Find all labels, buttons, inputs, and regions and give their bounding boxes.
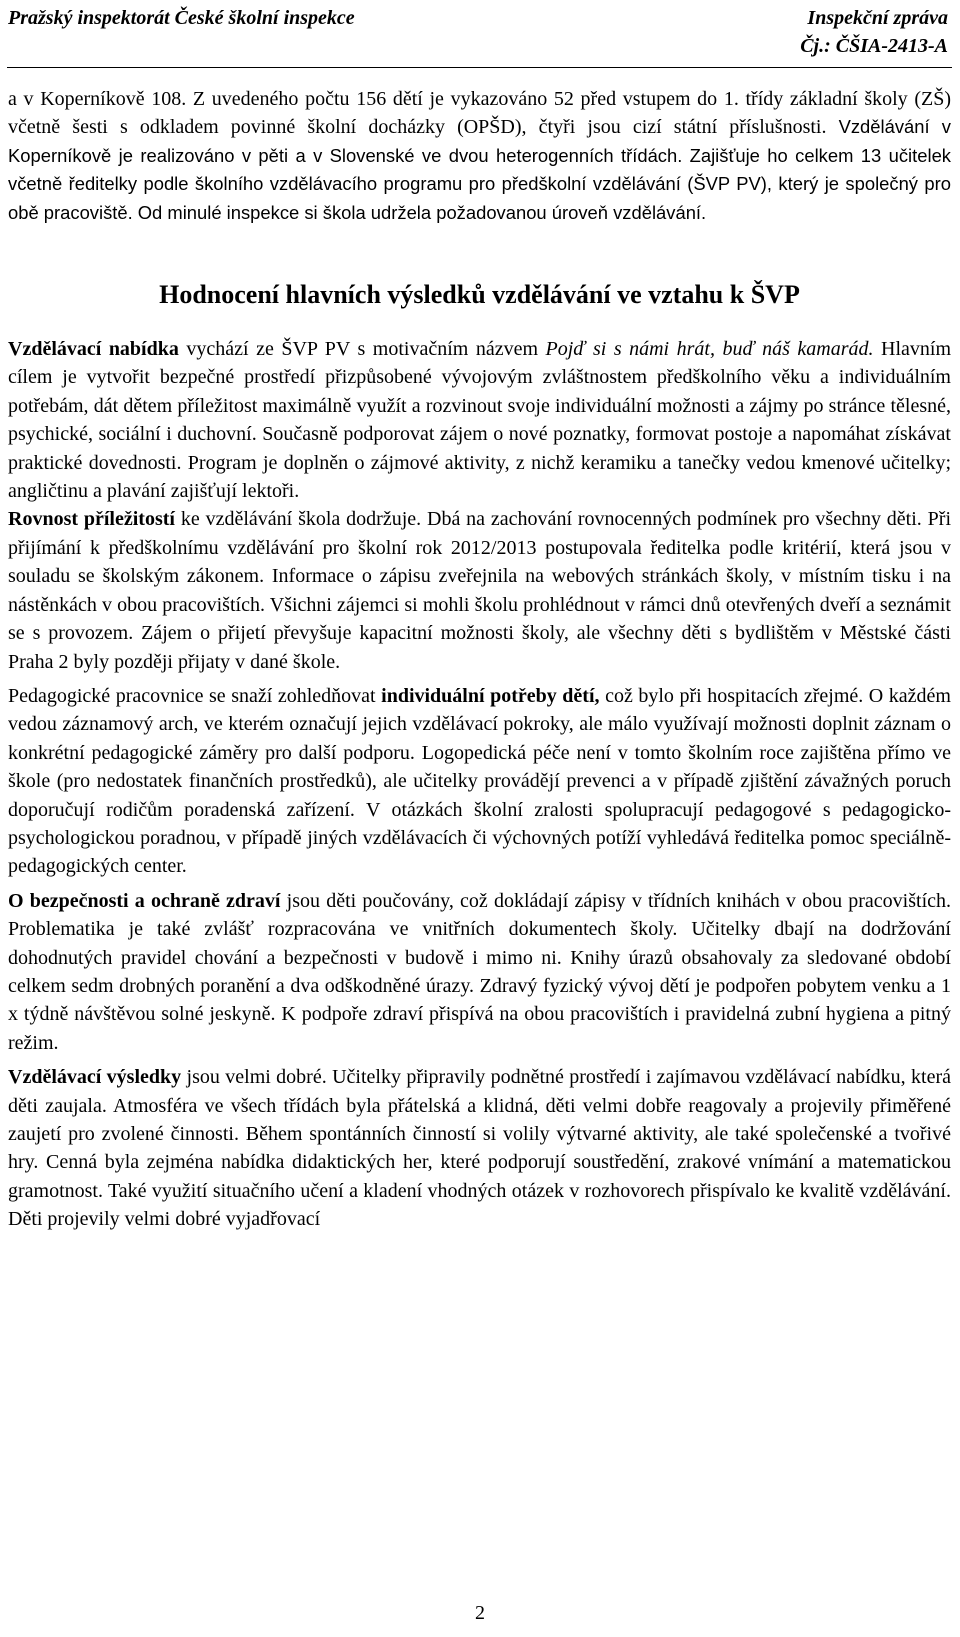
paragraph-text: Pedagogické pracovnice se snaží zohledňovat bbox=[8, 684, 376, 707]
intro-paragraph bbox=[8, 85, 951, 227]
section-heading: Hodnocení hlavních výsledků vzdělávání ve vztahu k ŠVP bbox=[159, 280, 800, 310]
paragraph-equal-opportunity bbox=[8, 505, 951, 675]
paragraph-safety-health bbox=[8, 887, 951, 1057]
term-individual-needs: individuální potřeby dětí, bbox=[381, 684, 600, 707]
intro-sentence-2: Vzdělávání v Koperníkově je realizováno v pěti a v Slovenské ve dvou heterogenních třídách. bbox=[8, 116, 951, 166]
paragraph-text: jsou velmi dobré. Učitelky připravily podnětné prostředí i zajímavou vzdělávací nabídku, která děti zaujala. Atmosféra ve všech třídách byla přátelská a klidná, děti velmi dobře reagovaly a projevily přiměřené zaujetí pro zvolené činnosti. Během spontánních činností si volily výtvarné aktivity, ale také společenské a tvořivé hry. Cenná byla zejména nabídka didaktických her, které podporují soustředění, zrakové vnímání a matematickou gramotnost. Také využití situačního učení a kladení vhodných otázek v rozhovorech přispívalo ke kvalitě vzdělávání. Děti projevily velmi dobré vyjadřovací bbox=[8, 1066, 952, 1231]
header-institution: Pražský inspektorát České školní inspekce bbox=[8, 7, 355, 29]
paragraph-text: jsou děti poučovány, což dokládají zápisy v třídních knihách v obou pracovištích. Problematika je také zvlášť rozpracována ve vnitřních dokumentech školy. Učitelky dbají na dodržování dohodnutých pravidel chování a bezpečnosti v budově i mimo ni. Knihy úrazů obsahovaly za sledované období celkem sedm drobných poranění a dva odškodněné úrazy. Zdravý fyzický vývoj dětí je podpořen pobytem venku a 1 x týdně návštěvou solné jeskyně. K podpoře zdraví přispívá na obou pracovištích i pravidelná zubní hygiena a pitný režim. bbox=[8, 889, 951, 1054]
term-safety-health: O bezpečnosti a ochraně zdraví bbox=[8, 889, 281, 912]
paragraph-text: Hlavním cílem je vytvořit bezpečné prostředí přizpůsobené vývojovým zvláštnostem předškolního věku a individuálním potřebám, dát dětem příležitost maximálně využít a rozvinout svoje individuální možnosti a zájmy po stránce tělesné, psychické, sociální i duchovní. Současně podporovat zájem o nové poznatky, formovat postoje a napomáhat získávat praktické dovednosti. Program je doplněn o zájmové aktivity, z nichž keramiku a tanečky vedou kmenové učitelky; angličtinu a plavání zajišťují lektoři. bbox=[8, 338, 952, 503]
paragraph-education-results bbox=[8, 1063, 951, 1233]
term-equal-opportunity: Rovnost příležitostí bbox=[8, 508, 175, 531]
header-report-title: Inspekční zpráva bbox=[807, 7, 948, 29]
paragraph-text: ke vzdělávání škola dodržuje. Dbá na zachování rovnocenných podmínek pro všechny děti. Při přijímání k předškolnímu vzdělávání pro školní rok 2012/2013 postupovala ředitelka podle kritérií, která jsou v souladu se školským zákonem. Informace o zápisu zveřejnila na webových stránkách školy, v místním tisku i na nástěnkách v obou pracovištích. Všichni zájemci si mohli školu prohlédnout v rámci dnů otevřených dveří a seznámit se s provozem. Zájem o přijetí převyšuje kapacitní možnosti školy, ale všechny děti s bydlištěm v Městské části Praha 2 byly později přijaty v dané škole. bbox=[8, 508, 952, 673]
header-divider bbox=[7, 67, 952, 68]
paragraph-text: vychází ze ŠVP PV s motivačním názvem bbox=[186, 338, 539, 361]
program-motto: Pojď si s námi hrát, buď náš kamarád. bbox=[545, 338, 874, 361]
paragraph-individual-needs bbox=[8, 682, 951, 881]
paragraph-education-offer bbox=[8, 335, 951, 505]
header-reference-number: Čj.: ČŠIA-2413-A bbox=[800, 35, 948, 57]
intro-sentence-4: Od minulé inspekce si škola udržela požadovanou úroveň vzdělávání. bbox=[137, 201, 707, 223]
document-body bbox=[8, 85, 951, 1234]
paragraph-text: což bylo při hospitacích zřejmé. O každém vedou záznamový arch, ve kterém označují jejich vzdělávací pokroky, ale málo využívají možnosti doplnit záznam o konkrétní pedagogické záměry pro další podporu. Logopedická péče není v tomto školním roce zajištěna přímo ve škole (pro nedostatek finančních prostředků), ale učitelky provádějí prevenci a v případě zjištění závažných poruch doporučují rodičům poradenská zařízení. V otázkách školní zralosti spolupracují pedagogové s pedagogicko-psychologickou poradnou, v případě jiných vzdělávacích či výchovných potíží vyhledává ředitelka pomoc speciálně-pedagogických center. bbox=[8, 684, 951, 878]
intro-sentence-3: Zajišťuje ho celkem 13 učitelek včetně ředitelky podle školního vzdělávacího programu pro předškolní vzdělávání (ŠVP PV), který je společný pro obě pracoviště. bbox=[8, 144, 951, 223]
term-education-offer: Vzdělávací nabídka bbox=[8, 338, 179, 361]
term-education-results: Vzdělávací výsledky bbox=[8, 1066, 182, 1089]
intro-sentence-1: a v Koperníkově 108. Z uvedeného počtu 156 dětí je vykazováno 52 před vstupem do 1. třídy základní školy (ZŠ) včetně šesti s odkladem povinné školní docházky (OPŠD), čtyři jsou cizí státní příslušnosti. bbox=[8, 88, 951, 139]
page-number: 2 bbox=[475, 1602, 485, 1624]
